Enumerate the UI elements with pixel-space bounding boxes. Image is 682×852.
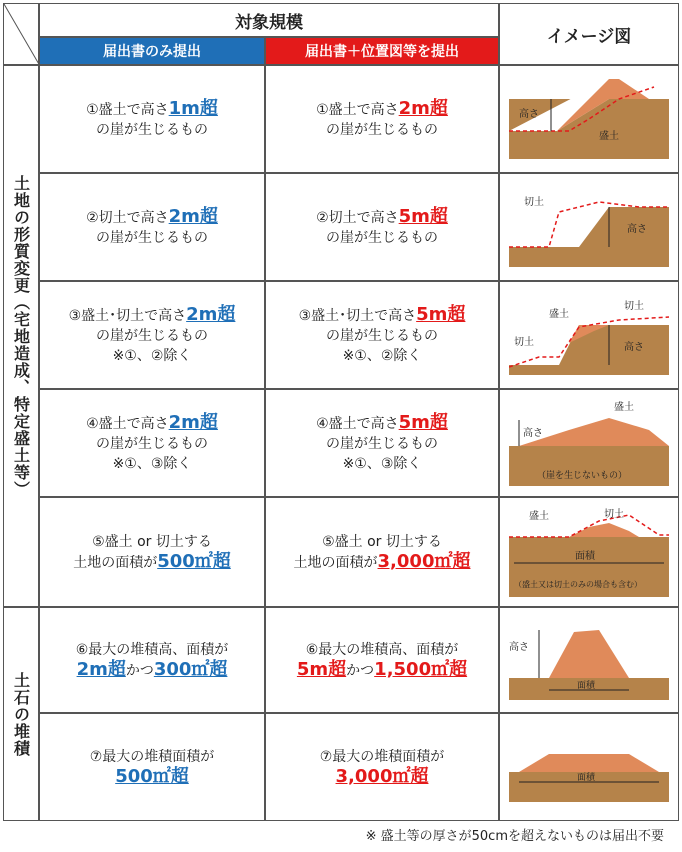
label-no-cliff: （崖を生じないもの） [537,471,628,481]
row2-right-pre: ②切土で高さ [316,209,399,226]
label-fill: 盛土 [549,309,569,320]
corner-cell [3,3,39,65]
row3-left [39,281,265,389]
row7-left-value: 500㎡超 [115,765,189,787]
row3-right-value: 5m超 [416,303,466,325]
fill-cut-diagram [509,295,669,375]
fill-diagram [509,79,669,159]
section-stockpile [3,607,39,821]
row6-left-mid: かつ [125,662,154,679]
row5-right-pre: ⑤盛土 or 切土する [322,533,442,550]
row3-right [265,281,499,389]
row4-left [39,389,265,497]
row7-right [265,713,499,821]
row5-left-pre2: 土地の面積が [73,554,158,571]
row4-left-value: 2m超 [168,411,218,433]
row4-right-extra: ※①、③除く [342,455,422,472]
row4-right [265,389,499,497]
row5-left [39,497,265,607]
row4-right-pre: ④盛土で高さ [316,415,399,432]
image-header: イメージ図 [499,3,679,65]
row3-left-extra: ※①、②除く [112,347,192,364]
row3-left-pre: ③盛土･切土で高さ [68,307,187,324]
row2-image [499,173,679,281]
area-diagram [509,507,669,597]
row6-right-v1: 5m超 [296,658,347,680]
row2-left [39,173,265,281]
stockpile-height-diagram [509,620,669,700]
target-scale-header: 対象規模 [39,3,499,37]
row6-right-pre: ⑥最大の堆積高、面積が [305,641,459,658]
row2-left-post: の崖が生じるもの [96,229,208,246]
row5-image [499,497,679,607]
row6-left [39,607,265,713]
row1-left-value: 1m超 [168,97,218,119]
label-height: 高さ [627,224,647,235]
row6-left-v2: 300㎡超 [153,658,228,680]
label-height: 高さ [509,642,529,653]
row2-right-post: の崖が生じるもの [326,229,438,246]
row4-left-extra: ※①、③除く [112,455,192,472]
label-height: 高さ [523,428,543,439]
row6-left-pre: ⑥最大の堆積高、面積が [75,641,229,658]
row7-left [39,713,265,821]
label-cut: 切土 [604,509,624,520]
row5-left-pre: ⑤盛土 or 切土する [92,533,212,550]
row1-image [499,65,679,173]
row3-right-extra: ※①、②除く [342,347,422,364]
section-land-form [3,65,39,607]
row3-right-post: の崖が生じるもの [326,327,438,344]
row5-right [265,497,499,607]
label-fill: 盛土 [599,131,619,142]
notification-only-header: 届出書のみ提出 [39,37,265,65]
label-height: 高さ [519,109,539,120]
diagonal-line [4,4,40,66]
row3-left-value: 2m超 [186,303,236,325]
mound-diagram [509,400,669,486]
label-area: 面積 [575,551,595,562]
row7-image [499,713,679,821]
regulation-table [3,3,679,821]
row3-right-pre: ③盛土･切土で高さ [298,307,417,324]
row7-right-value: 3,000㎡超 [335,765,429,787]
row6-right-mid: かつ [346,662,375,679]
row3-image [499,281,679,389]
label-fill: 盛土 [614,402,634,413]
label-area: 面積 [577,773,596,783]
row6-right [265,607,499,713]
row2-left-pre: ②切土で高さ [86,209,169,226]
row1-left-post: の崖が生じるもの [96,121,208,138]
row3-left-post: の崖が生じるもの [96,327,208,344]
row2-right-value: 5m超 [398,205,448,227]
row1-left-pre: ①盛土で高さ [86,101,169,118]
row5-left-value: 500㎡超 [157,550,231,572]
row1-right-pre: ①盛土で高さ [316,101,399,118]
row2-left-value: 2m超 [168,205,218,227]
row6-left-v1: 2m超 [76,658,126,680]
label-cut-left: 切土 [514,337,534,348]
row1-right-value: 2m超 [398,97,448,119]
label-cut-top: 切土 [624,301,644,312]
row1-right [265,65,499,173]
row2-right [265,173,499,281]
row4-image [499,389,679,497]
label-includes-only: （盛土又は切土のみの場合も含む） [514,580,642,589]
row5-right-value: 3,000㎡超 [377,550,471,572]
stockpile-area-diagram [509,732,669,802]
row1-right-post: の崖が生じるもの [326,121,438,138]
label-area: 面積 [577,681,596,691]
row5-right-pre2: 土地の面積が [293,554,378,571]
label-height: 高さ [624,342,644,353]
row4-right-post: の崖が生じるもの [326,435,438,452]
notification-plus-map-header: 届出書＋位置図等を提出 [265,37,499,65]
section-land-form-label: 土地の形質変更（宅地造成、特定盛土等） [11,174,31,498]
row7-left-pre: ⑦最大の堆積面積が [89,748,215,765]
footnote: ※ 盛土等の厚さが50cmを超えないものは届出不要 [365,829,664,844]
row6-right-v2: 1,500㎡超 [374,658,468,680]
label-fill: 盛土 [529,511,549,522]
row4-right-value: 5m超 [398,411,448,433]
row6-image [499,607,679,713]
cut-diagram [509,187,669,267]
row4-left-pre: ④盛土で高さ [86,415,169,432]
row1-left [39,65,265,173]
row4-left-post: の崖が生じるもの [96,435,208,452]
section-stockpile-label: 土石の堆積 [11,671,31,757]
row7-right-pre: ⑦最大の堆積面積が [319,748,445,765]
label-cut: 切土 [524,197,544,208]
